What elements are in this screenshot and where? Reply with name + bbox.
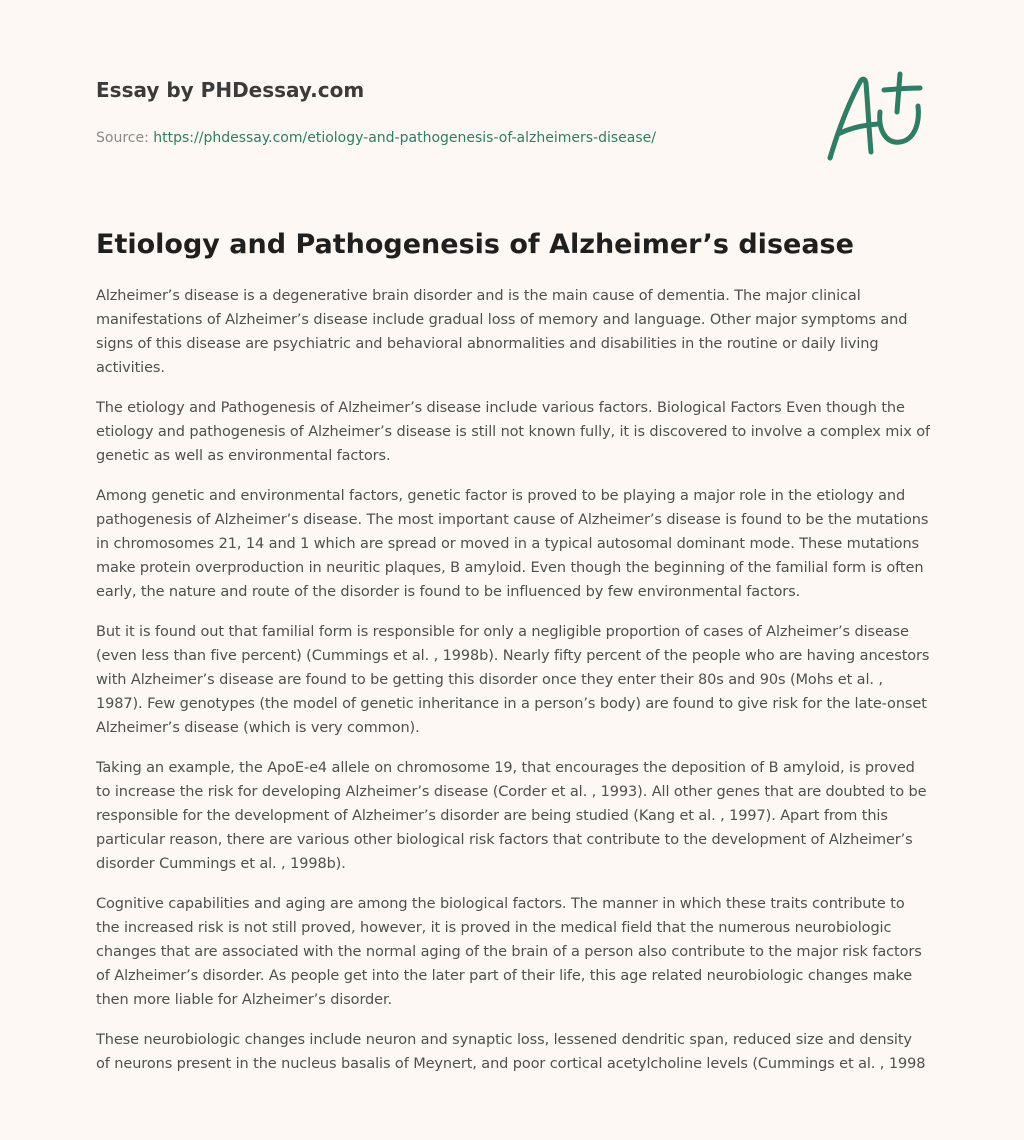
article-paragraph: Alzheimer’s disease is a degenerative brain disorder and is the main cause of dementia. The major clinical manifestations of Alzheimer’s disease include gradual loss of memory and language. Other major symptoms and signs of this disease are psychiatric and behavioral abnormalities and disabilities in the routine or daily living activities. xyxy=(96,288,908,376)
source-link[interactable]: https://phdessay.com/etiology-and-pathogenesis-of-alzheimers-disease/ xyxy=(153,130,656,146)
source-label: Source: xyxy=(96,130,154,146)
article-title: Etiology and Pathogenesis of Alzheimer’s disease xyxy=(96,229,854,260)
page-header xyxy=(96,76,796,148)
article-paragraph: But it is found out that familial form is responsible for only a negligible proportion of cases of Alzheimer’s disease (even less than five percent) (Cummings et al. , 1998b). Nearly fifty percent of the people who are having ancestors with Alzheimer’s disease are found to be getting this disorder once they enter their 80s and 90s (Mohs et al. , 1987). Few genotypes (the model of genetic inheritance in a person’s body) are found to give risk for the late-onset Alzheimer’s disease (which is very common). xyxy=(96,624,930,736)
article-paragraph: Taking an example, the ApoE-e4 allele on chromosome 19, that encourages the deposition of B amyloid, is proved to increase the risk for developing Alzheimer’s disease (Corder et al. , 1993). All other genes that are doubted to be responsible for the development of Alzheimer’s disorder are being studied (Kang et al. , 1997). Apart from this particular reason, there are various other biological risk factors that contribute to the development of Alzheimer’s disorder Cummings et al. , 1998b). xyxy=(96,760,927,872)
article-paragraph: The etiology and Pathogenesis of Alzheimer’s disease include various factors. Biological Factors Even though the etiology and pathogenesis of Alzheimer’s disease is still not known fully, it is discovered to involve a complex mix of genetic as well as environmental factors. xyxy=(96,400,930,464)
source-line xyxy=(96,128,796,148)
a-plus-logo-icon xyxy=(822,68,932,168)
site-brand: Essay by PHDessay.com xyxy=(96,78,365,102)
article-paragraph: Among genetic and environmental factors, genetic factor is proved to be playing a major role in the etiology and pathogenesis of Alzheimer’s disease. The most important cause of Alzheimer’s disease is found to be the mutations in chromosomes 21, 14 and 1 which are spread or moved in a typical autosomal dominant mode. These mutations make protein overproduction in neuritic plaques, B amyloid. Even though the beginning of the familial form is often early, the nature and route of the disorder is found to be influenced by few environmental factors. xyxy=(96,488,929,600)
article-body xyxy=(96,284,930,1120)
article-paragraph: Cognitive capabilities and aging are among the biological factors. The manner in which these traits contribute to the increased risk is not still proved, however, it is proved in the medical field that the numerous neurobiologic changes that are associated with the normal aging of the brain of a person also contribute to the major risk factors of Alzheimer’s disorder. As people get into the later part of their life, this age related neurobiologic changes make then more liable for Alzheimer’s disorder. xyxy=(96,896,922,1008)
article-paragraph: These neurobiologic changes include neuron and synaptic loss, lessened dendritic span, reduced size and density of neurons present in the nucleus basalis of Meynert, and poor cortical acetylcholine levels (Cummings et al. , 1998 xyxy=(96,1032,926,1072)
